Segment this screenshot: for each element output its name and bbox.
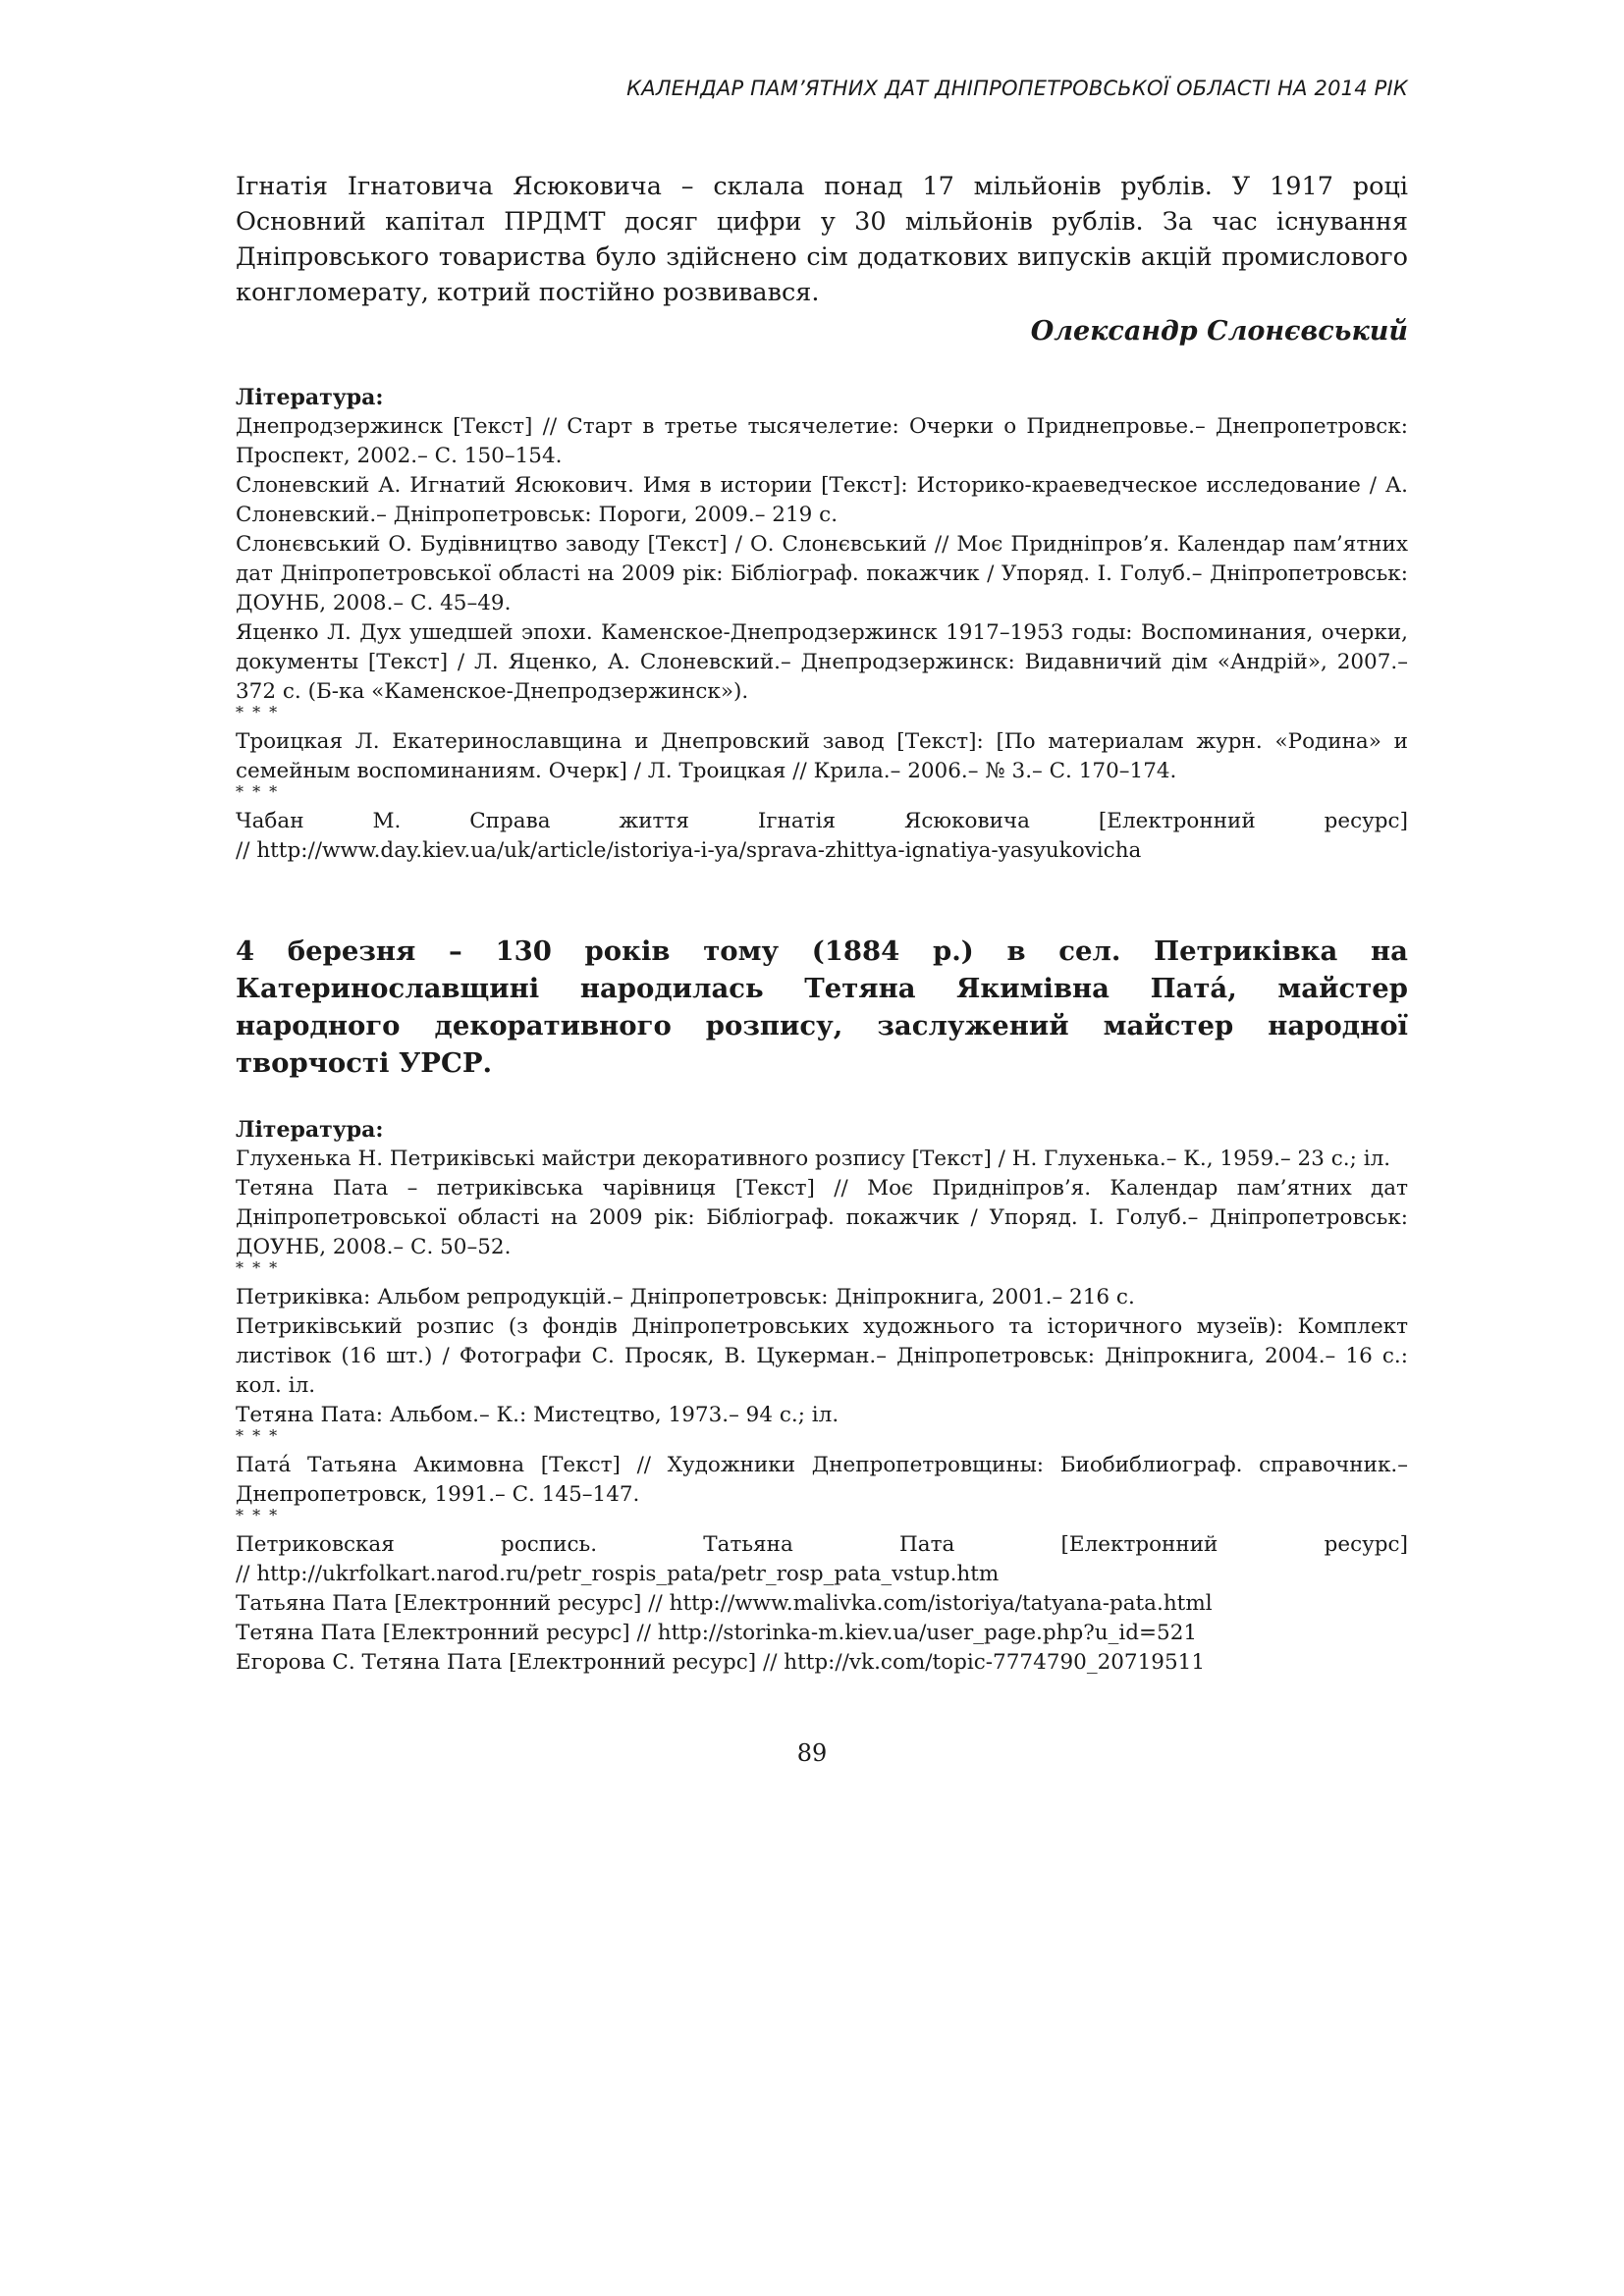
reference-item: Тетяна Пата: Альбом.– К.: Мистецтво, 1973.– 94 с.; іл.: [236, 1403, 839, 1427]
reference-item: Слоневский А. Игнатий Ясюкович. Имя в истории [Текст]: Историко-краеведческое исследование / А. Слоневский.– Дніпропетровськ: Пороги, 2009.– 219 с.: [236, 473, 1408, 527]
reference-item: Глухенька Н. Петриківські майстри декоративного розпису [Текст] / Н. Глухенька.– К., 1959.– 23 с.; іл.: [236, 1147, 1391, 1171]
reference-item: Чабан М. Справа життя Ігнатія Ясюковича [Електронний ресурс]: [236, 809, 1408, 833]
reference-item: Петриковская роспись. Татьяна Пата [Електронний ресурс]: [236, 1532, 1408, 1557]
reference-item: Яценко Л. Дух ушедшей эпохи. Каменское-Днепродзержинск 1917–1953 годы: Воспоминания, очерки, документы [Текст] / Л. Яценко, А. Слоневский.– Днепродзержинск: Видавничий дім «Андрій», 2007.– 372 с. (Б-ка «Каменское-Днепродзержинск»).: [236, 620, 1408, 704]
article-paragraph: Ігнатія Ігнатовича Ясюковича – склала понад 17 мільйонів рублів. У 1917 році Основний капітал ПРДМТ досяг цифри у 30 мільйонів рублів. За час існування Дніпровського товариства було здійснено сім додаткових випусків акцій промислового конгломерату, котрий постійно розвивався.: [236, 172, 1408, 307]
separator-stars: * * *: [236, 703, 280, 721]
running-header: КАЛЕНДАР ПАМ’ЯТНИХ ДАТ ДНІПРОПЕТРОВСЬКОЇ ОБЛАСТІ НА 2014 РІК: [626, 77, 1408, 100]
separator-stars: * * *: [236, 1506, 280, 1524]
event-heading: 4 березня – 130 років тому (1884 р.) в сел. Петриківка на Катеринославщині народилась Тетяна Якимівна Пата́, майстер народного декоративного розпису, заслужений майстер народної творчості УРСР.: [236, 935, 1408, 1079]
reference-item: Егорова С. Тетяна Пата [Електронний ресурс] // http://vk.com/topic-7774790_20719511: [236, 1650, 1205, 1675]
article-author: Олександр Слонєвський: [1030, 316, 1408, 347]
separator-stars: * * *: [236, 782, 280, 801]
page-content: [236, 169, 1408, 1678]
reference-item: Петриківський розпис (з фондів Дніпропетровських художнього та історичного музеїв): Комплект листівок (16 шт.) / Фотографи С. Просяк, В. Цукерман.– Дніпропетровськ: Дніпрокнига, 2004.– 16 с.: кол. іл.: [236, 1314, 1408, 1398]
reference-link: // http://www.day.kiev.ua/uk/article/istoriya-i-ya/sprava-zhittya-ignatiya-yasyukovicha: [236, 838, 1142, 863]
reference-link: // http://ukrfolkart.narod.ru/petr_rospis_pata/petr_rosp_pata_vstup.htm: [236, 1562, 1000, 1586]
reference-list: [236, 1145, 1408, 1678]
reference-item: Татьяна Пата [Електронний ресурс] // http://www.malivka.com/istoriya/tatyana-pata.html: [236, 1591, 1213, 1616]
literature-heading: Література:: [236, 1117, 384, 1143]
literature-heading: Література:: [236, 385, 384, 410]
separator-stars: * * *: [236, 1258, 280, 1277]
page-number: 89: [796, 1739, 828, 1767]
reference-item: Тетяна Пата [Електронний ресурс] // http://storinka-m.kiev.ua/user_page.php?u_id=521: [236, 1621, 1198, 1645]
reference-item: Петриківка: Альбом репродукцій.– Дніпропетровськ: Дніпрокнига, 2001.– 216 с.: [236, 1285, 1135, 1309]
reference-item: Днепродзержинск [Текст] // Старт в третье тысячелетие: Очерки о Приднепровье.– Днепропетровск: Проспект, 2002.– С. 150–154.: [236, 414, 1408, 468]
reference-item: Пата́ Татьяна Акимовна [Текст] // Художники Днепропетровщины: Биобиблиограф. справочник.– Днепропетровск, 1991.– С. 145–147.: [236, 1453, 1408, 1507]
reference-item: Тетяна Пата – петриківська чарівниця [Текст] // Моє Придніпров’я. Календар пам’ятних дат Дніпропетровської області на 2009 рік: Бібліограф. покажчик / Упоряд. І. Голуб.– Дніпропетровськ: ДОУНБ, 2008.– С. 50–52.: [236, 1176, 1408, 1259]
reference-item: Слонєвський О. Будівництво заводу [Текст] / О. Слонєвський // Моє Придніпров’я. Календар пам’ятних дат Дніпропетровської області на 2009 рік: Бібліограф. покажчик / Упоряд. І. Голуб.– Дніпропетровськ: ДОУНБ, 2008.– С. 45–49.: [236, 532, 1408, 615]
reference-list: [236, 412, 1408, 866]
reference-item: Троицкая Л. Екатеринославщина и Днепровский завод [Текст]: [По материалам журн. «Родина» и семейным воспоминаниям. Очерк] / Л. Троицкая // Крила.– 2006.– № 3.– С. 170–174.: [236, 729, 1408, 783]
separator-stars: * * *: [236, 1426, 280, 1445]
